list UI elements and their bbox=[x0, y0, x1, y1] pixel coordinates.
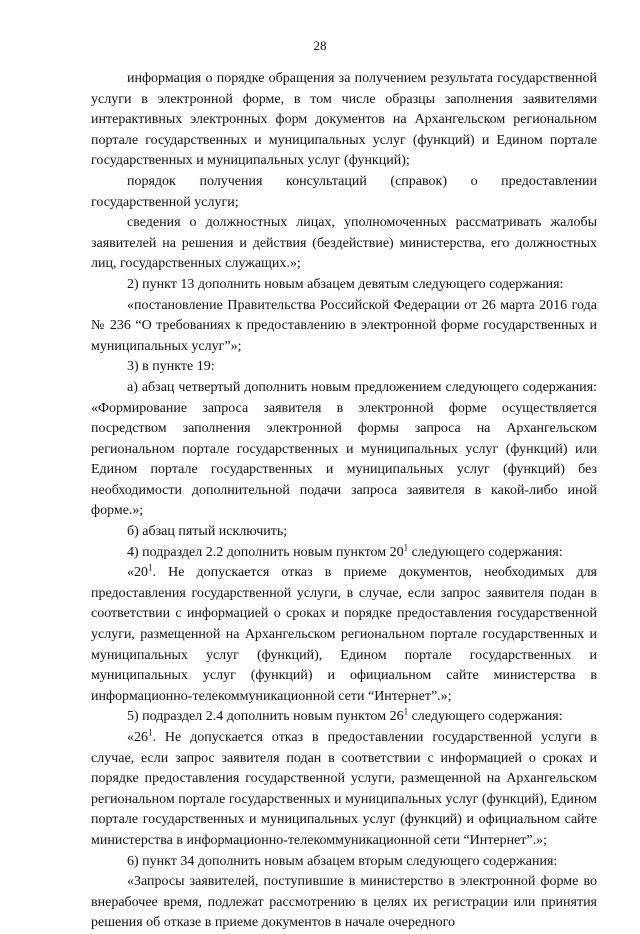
text-segment: 5) подраздел 2.4 дополнить новым пунктом 26 bbox=[127, 709, 404, 725]
paragraph-item-6: 6) пункт 34 дополнить новым абзацем вторым следующего содержания: bbox=[127, 853, 558, 869]
paragraph-item-5 bbox=[91, 707, 597, 728]
paragraph-item-3: 3) в пункте 19: bbox=[127, 359, 215, 375]
superscript: 1 bbox=[148, 727, 153, 738]
text-segment: следующего содержания: bbox=[408, 544, 563, 560]
paragraph-item-4 bbox=[91, 543, 597, 564]
superscript: 1 bbox=[148, 562, 153, 573]
paragraph-item-2: 2) пункт 13 дополнить новым абзацем девятым следующего содержания: bbox=[127, 276, 564, 292]
document-body bbox=[91, 69, 597, 934]
superscript: 1 bbox=[403, 706, 409, 717]
text-segment: «20 bbox=[127, 565, 148, 581]
paragraph-point-26-1 bbox=[91, 728, 597, 852]
text-segment: следующего содержания: bbox=[408, 709, 563, 725]
superscript: 1 bbox=[403, 542, 409, 552]
text-segment: 4) подраздел 2.2 дополнить новым пунктом 20 bbox=[127, 544, 404, 560]
paragraph-item-3a: а) абзац четвертый дополнить новым предложением следующего содержания: «Формирование запроса заявителя в электронной форме осуществляется посредством заполнения электронной формы запроса на Архангельском региональном портале государственных и муниципальных услуг (функций) или Едином портале государственных и муниципальных услуг (функций) без необходимости дополнительной подачи запроса заявителя в какой-либо иной форме.»; bbox=[91, 379, 597, 519]
paragraph-point-20-1 bbox=[91, 563, 597, 707]
page-number: 28 bbox=[313, 38, 327, 53]
text-segment: «26 bbox=[127, 730, 148, 745]
paragraph-officials: сведения о должностных лицах, уполномоченных рассматривать жалобы заявителей на решения и действия (бездействие) министерства, его должностных лиц, государственных служащих.»; bbox=[91, 215, 597, 272]
paragraph-requests: «Запросы заявителей, поступившие в министерство в электронной форме во внерабочее время, подлежат рассмотрению в целях их регистрации или принятия решения об отказе в приеме документов в начале очередного bbox=[91, 874, 597, 931]
paragraph-info-procedure: информация о порядке обращения за получением результата государственной услуги в электронной форме, в том числе образцы заполнения заявителями интерактивных электронных форм документов на Архангельском региональном портале государственных и муниципальных услуг (функций) и Едином портале государственных и муниципальных услуг (функций); bbox=[91, 71, 597, 169]
paragraph-consultations: порядок получения консультаций (справок) о предоставлении государственной услуги; bbox=[91, 173, 597, 210]
paragraph-resolution-236: «постановление Правительства Российской Федерации от 26 марта 2016 года № 236 “О требованиях к предоставлению в электронной форме государственных и муниципальных услуг”»; bbox=[91, 297, 597, 354]
text-segment: . Не допускается отказ в предоставлении государственной услуги в случае, если запрос заявителя подан в соответствии с информацией о сроках и порядке предоставления государственной услуги, размещенной на Архангельском региональном портале государственных и муниципальных услуг (функций), Едином портале государственных и муниципальных услуг (функций) и официальном сайте министерства в информационно-телекоммуникационной сети “Интернет”.»; bbox=[91, 730, 597, 848]
text-segment: . Не допускается отказ в приеме документов, необходимых для предоставления государственной услуги, в случае, если запрос заявителя подан в соответствии с информацией о сроках и порядке предоставления государственной услуги, размещенной на Архангельском региональном портале государственных и муниципальных услуг (функций), Едином портале государственных и муниципальных услуг (функций) и официальном сайте министерства в информационно-телекоммуникационной сети “Интернет”.»; bbox=[91, 565, 597, 704]
paragraph-item-3b: б) абзац пятый исключить; bbox=[127, 524, 288, 540]
